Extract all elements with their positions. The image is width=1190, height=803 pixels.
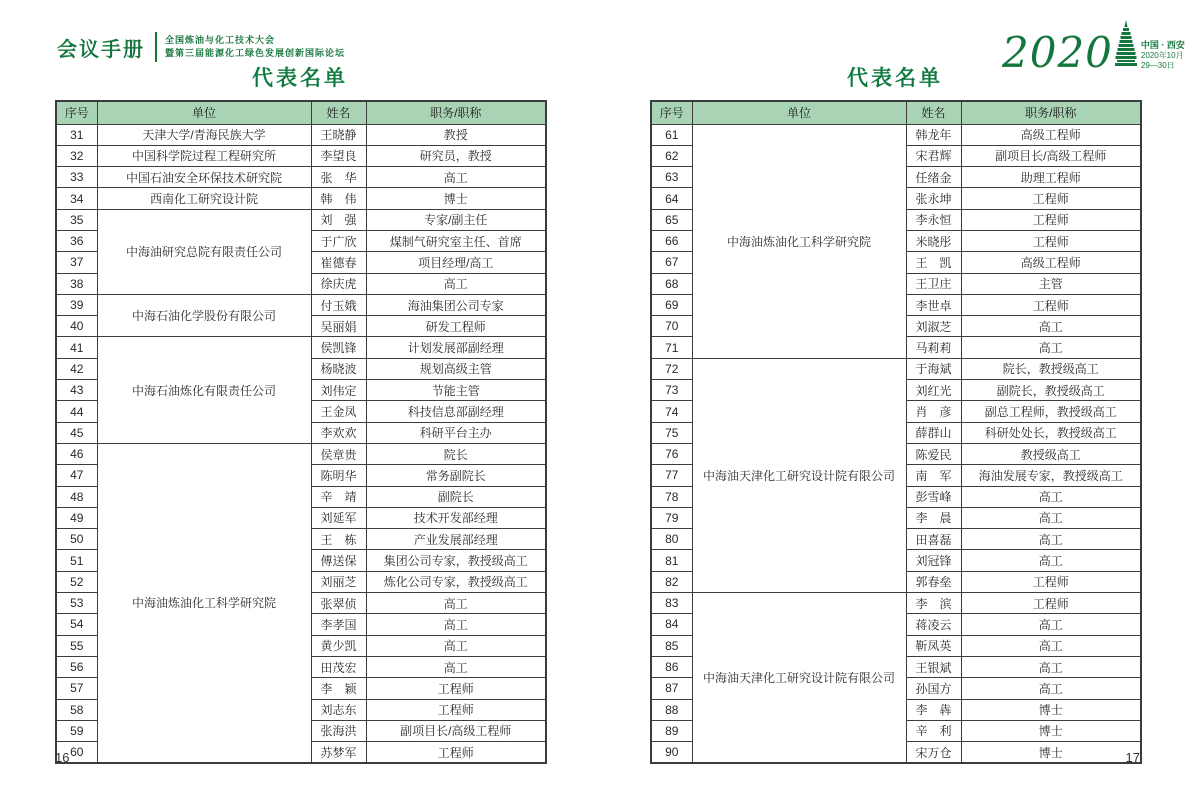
title-cell: 高工	[961, 656, 1141, 677]
name-cell: 王晓静	[311, 124, 366, 145]
unit-cell: 中国科学院过程工程研究所	[97, 145, 311, 166]
seq-cell: 39	[56, 294, 97, 315]
title-cell: 主管	[961, 273, 1141, 294]
name-cell: 李 颖	[311, 678, 366, 699]
name-cell: 韩 伟	[311, 188, 366, 209]
column-header-0: 序号	[56, 101, 97, 124]
delegates-table-right	[650, 100, 1142, 764]
seq-cell: 69	[651, 294, 692, 315]
column-header-1: 单位	[97, 101, 311, 124]
title-cell: 教授级高工	[961, 443, 1141, 464]
seq-cell: 73	[651, 380, 692, 401]
unit-cell: 中海石油炼化有限责任公司	[97, 337, 311, 443]
seq-cell: 75	[651, 422, 692, 443]
seq-cell: 37	[56, 252, 97, 273]
handbook-brand: 会议手册	[57, 38, 145, 61]
title-cell: 科研处处长，教授级高工	[961, 422, 1141, 443]
title-cell: 高工	[961, 529, 1141, 550]
title-cell: 计划发展部副经理	[366, 337, 546, 358]
title-cell: 项目经理/高工	[366, 252, 546, 273]
name-cell: 刘志东	[311, 699, 366, 720]
seq-cell: 63	[651, 167, 692, 188]
name-cell: 李望良	[311, 145, 366, 166]
seq-cell: 81	[651, 550, 692, 571]
seq-cell: 84	[651, 614, 692, 635]
seq-cell: 66	[651, 230, 692, 251]
seq-cell: 89	[651, 720, 692, 741]
title-cell: 博士	[961, 720, 1141, 741]
seq-cell: 56	[56, 656, 97, 677]
title-cell: 研究员，教授	[366, 145, 546, 166]
title-cell: 技术开发部经理	[366, 507, 546, 528]
seq-cell: 68	[651, 273, 692, 294]
name-cell: 黄少凯	[311, 635, 366, 656]
unit-cell: 中海油研究总院有限责任公司	[97, 209, 311, 294]
name-cell: 王金凤	[311, 401, 366, 422]
unit-cell: 中海油炼油化工科学研究院	[692, 124, 906, 358]
table-header	[56, 101, 546, 124]
name-cell: 辛 靖	[311, 486, 366, 507]
title-cell: 院长	[366, 443, 546, 464]
seq-cell: 38	[56, 273, 97, 294]
seq-cell: 86	[651, 656, 692, 677]
seq-cell: 62	[651, 145, 692, 166]
column-header-3: 职务/职称	[961, 101, 1141, 124]
name-cell: 孙国方	[906, 678, 961, 699]
handbook-brand-block	[57, 32, 345, 62]
conference-dates: 2020年10月29—30日	[1140, 51, 1184, 70]
name-cell: 张翠侦	[311, 593, 366, 614]
seq-cell: 46	[56, 443, 97, 464]
table-header	[651, 101, 1141, 124]
table-row	[651, 593, 1141, 614]
title-cell: 常务副院长	[366, 465, 546, 486]
name-cell: 王卫庄	[906, 273, 961, 294]
name-cell: 辛 利	[906, 720, 961, 741]
seq-cell: 67	[651, 252, 692, 273]
name-cell: 刘淑芝	[906, 316, 961, 337]
seq-cell: 43	[56, 380, 97, 401]
title-cell: 工程师	[961, 188, 1141, 209]
name-cell: 刘 强	[311, 209, 366, 230]
name-cell: 宋君辉	[906, 145, 961, 166]
name-cell: 傅送保	[311, 550, 366, 571]
seq-cell: 71	[651, 337, 692, 358]
page-title-right: 代表名单	[847, 67, 943, 90]
title-cell: 高级工程师	[961, 252, 1141, 273]
title-cell: 工程师	[366, 742, 546, 763]
seq-cell: 83	[651, 593, 692, 614]
name-cell: 刘红光	[906, 380, 961, 401]
page-number-17: 17	[1125, 750, 1140, 765]
seq-cell: 40	[56, 316, 97, 337]
name-cell: 田茂宏	[311, 656, 366, 677]
name-cell: 蒋凌云	[906, 614, 961, 635]
table-row	[56, 294, 546, 315]
seq-cell: 51	[56, 550, 97, 571]
name-cell: 任绪金	[906, 167, 961, 188]
seq-cell: 34	[56, 188, 97, 209]
column-header-2: 姓名	[906, 101, 961, 124]
seq-cell: 47	[56, 465, 97, 486]
name-cell: 刘延军	[311, 507, 366, 528]
seq-cell: 33	[56, 167, 97, 188]
name-cell: 刘冠锋	[906, 550, 961, 571]
unit-cell: 中海石油化学股份有限公司	[97, 294, 311, 337]
tagline-line1: 全国炼油与化工技术大会	[165, 35, 276, 45]
title-cell: 节能主管	[366, 380, 546, 401]
name-cell: 肖 彦	[906, 401, 961, 422]
table-row	[56, 443, 546, 464]
unit-cell: 中海油天津化工研究设计院有限公司	[692, 593, 906, 763]
title-cell: 副总工程师，教授级高工	[961, 401, 1141, 422]
seq-cell: 60	[56, 742, 97, 763]
name-cell: 张 华	[311, 167, 366, 188]
title-cell: 工程师	[961, 230, 1141, 251]
seq-cell: 78	[651, 486, 692, 507]
title-cell: 高工	[961, 507, 1141, 528]
title-cell: 科研平台主办	[366, 422, 546, 443]
title-cell: 高工	[366, 656, 546, 677]
name-cell: 吴丽娟	[311, 316, 366, 337]
seq-cell: 53	[56, 593, 97, 614]
table-row	[56, 124, 546, 145]
unit-cell: 天津大学/青海民族大学	[97, 124, 311, 145]
name-cell: 米晓彤	[906, 230, 961, 251]
title-cell: 高工	[961, 635, 1141, 656]
page-title-left: 代表名单	[252, 67, 348, 90]
seq-cell: 59	[56, 720, 97, 741]
title-cell: 副院长，教授级高工	[961, 380, 1141, 401]
title-cell: 工程师	[961, 209, 1141, 230]
name-cell: 宋万仓	[906, 742, 961, 763]
name-cell: 张海洪	[311, 720, 366, 741]
seq-cell: 48	[56, 486, 97, 507]
conference-location: 中国 · 西安	[1140, 40, 1185, 50]
title-cell: 高工	[961, 316, 1141, 337]
seq-cell: 36	[56, 230, 97, 251]
table-row	[56, 337, 546, 358]
title-cell: 工程师	[366, 678, 546, 699]
name-cell: 付玉娥	[311, 294, 366, 315]
seq-cell: 79	[651, 507, 692, 528]
seq-cell: 41	[56, 337, 97, 358]
name-cell: 李世卓	[906, 294, 961, 315]
title-cell: 专家/副主任	[366, 209, 546, 230]
unit-cell: 中国石油安全环保技术研究院	[97, 167, 311, 188]
title-cell: 高工	[366, 635, 546, 656]
seq-cell: 52	[56, 571, 97, 592]
title-cell: 高工	[961, 550, 1141, 571]
name-cell: 李 晨	[906, 507, 961, 528]
title-cell: 高工	[961, 337, 1141, 358]
name-cell: 陈爱民	[906, 443, 961, 464]
name-cell: 田喜磊	[906, 529, 961, 550]
table-row	[56, 188, 546, 209]
title-cell: 高工	[366, 167, 546, 188]
seq-cell: 50	[56, 529, 97, 550]
column-header-1: 单位	[692, 101, 906, 124]
unit-cell: 中海油炼油化工科学研究院	[97, 443, 311, 762]
seq-cell: 57	[56, 678, 97, 699]
year-2020: 2020	[1002, 28, 1113, 77]
seq-cell: 58	[56, 699, 97, 720]
seq-cell: 72	[651, 358, 692, 379]
title-cell: 高工	[366, 273, 546, 294]
name-cell: 侯章贵	[311, 443, 366, 464]
title-cell: 集团公司专家，教授级高工	[366, 550, 546, 571]
title-cell: 产业发展部经理	[366, 529, 546, 550]
seq-cell: 80	[651, 529, 692, 550]
name-cell: 薛群山	[906, 422, 961, 443]
header-row	[56, 101, 546, 124]
page-number-16: 16	[55, 750, 70, 765]
seq-cell: 49	[56, 507, 97, 528]
seq-cell: 74	[651, 401, 692, 422]
title-cell: 高工	[366, 593, 546, 614]
title-cell: 副项目长/高级工程师	[961, 145, 1141, 166]
seq-cell: 35	[56, 209, 97, 230]
delegates-table-left	[55, 100, 547, 764]
name-cell: 彭雪峰	[906, 486, 961, 507]
name-cell: 侯凯锋	[311, 337, 366, 358]
name-cell: 徐庆虎	[311, 273, 366, 294]
seq-cell: 88	[651, 699, 692, 720]
page-17	[650, 62, 1140, 764]
seq-cell: 42	[56, 358, 97, 379]
title-cell: 科技信息部副经理	[366, 401, 546, 422]
year-info	[1141, 40, 1190, 71]
header-row	[651, 101, 1141, 124]
name-cell: 刘伟定	[311, 380, 366, 401]
title-cell: 副项目长/高级工程师	[366, 720, 546, 741]
seq-cell: 61	[651, 124, 692, 145]
column-header-2: 姓名	[311, 101, 366, 124]
name-cell: 陈明华	[311, 465, 366, 486]
title-cell: 高工	[961, 678, 1141, 699]
title-cell: 海油发展专家，教授级高工	[961, 465, 1141, 486]
table-body	[651, 124, 1141, 763]
title-cell: 高级工程师	[961, 124, 1141, 145]
name-cell: 南 军	[906, 465, 961, 486]
title-cell: 院长，教授级高工	[961, 358, 1141, 379]
name-cell: 马莉莉	[906, 337, 961, 358]
name-cell: 张永坤	[906, 188, 961, 209]
title-cell: 高工	[961, 614, 1141, 635]
name-cell: 王银斌	[906, 656, 961, 677]
name-cell: 于海斌	[906, 358, 961, 379]
unit-cell: 西南化工研究设计院	[97, 188, 311, 209]
name-cell: 王 栋	[311, 529, 366, 550]
seq-cell: 32	[56, 145, 97, 166]
page-16	[55, 62, 545, 764]
name-cell: 刘丽芝	[311, 571, 366, 592]
seq-cell: 44	[56, 401, 97, 422]
name-cell: 苏梦军	[311, 742, 366, 763]
seq-cell: 82	[651, 571, 692, 592]
seq-cell: 65	[651, 209, 692, 230]
seq-cell: 85	[651, 635, 692, 656]
name-cell: 李永恒	[906, 209, 961, 230]
name-cell: 杨晓波	[311, 358, 366, 379]
seq-cell: 87	[651, 678, 692, 699]
brand-divider	[155, 32, 157, 62]
table-body	[56, 124, 546, 763]
title-cell: 规划高级主管	[366, 358, 546, 379]
title-cell: 博士	[961, 742, 1141, 763]
title-cell: 工程师	[961, 571, 1141, 592]
title-cell: 炼化公司专家，教授级高工	[366, 571, 546, 592]
table-row	[651, 358, 1141, 379]
seq-cell: 90	[651, 742, 692, 763]
seq-cell: 70	[651, 316, 692, 337]
unit-cell: 中海油天津化工研究设计院有限公司	[692, 358, 906, 592]
name-cell: 李 犇	[906, 699, 961, 720]
title-cell: 高工	[366, 614, 546, 635]
title-cell: 助理工程师	[961, 167, 1141, 188]
seq-cell: 45	[56, 422, 97, 443]
name-cell: 李 滨	[906, 593, 961, 614]
name-cell: 李欢欢	[311, 422, 366, 443]
title-cell: 高工	[961, 486, 1141, 507]
name-cell: 李孝国	[311, 614, 366, 635]
name-cell: 王 凯	[906, 252, 961, 273]
table-row	[56, 167, 546, 188]
table-row	[651, 124, 1141, 145]
column-header-3: 职务/职称	[366, 101, 546, 124]
name-cell: 靳凤英	[906, 635, 961, 656]
name-cell: 于广欣	[311, 230, 366, 251]
column-header-0: 序号	[651, 101, 692, 124]
title-cell: 工程师	[961, 593, 1141, 614]
title-cell: 博士	[961, 699, 1141, 720]
title-cell: 煤制气研究室主任、首席	[366, 230, 546, 251]
seq-cell: 55	[56, 635, 97, 656]
conference-taglines	[165, 34, 345, 60]
title-cell: 研发工程师	[366, 316, 546, 337]
title-cell: 博士	[366, 188, 546, 209]
seq-cell: 77	[651, 465, 692, 486]
seq-cell: 76	[651, 443, 692, 464]
seq-cell: 31	[56, 124, 97, 145]
title-cell: 副院长	[366, 486, 546, 507]
name-cell: 韩龙年	[906, 124, 961, 145]
name-cell: 崔德春	[311, 252, 366, 273]
title-cell: 教授	[366, 124, 546, 145]
title-cell: 工程师	[366, 699, 546, 720]
table-row	[56, 145, 546, 166]
title-cell: 海油集团公司专家	[366, 294, 546, 315]
table-row	[56, 209, 546, 230]
tagline-line2: 暨第三届能源化工绿色发展创新国际论坛	[165, 48, 346, 58]
seq-cell: 64	[651, 188, 692, 209]
seq-cell: 54	[56, 614, 97, 635]
name-cell: 郭春垒	[906, 571, 961, 592]
title-cell: 工程师	[961, 294, 1141, 315]
